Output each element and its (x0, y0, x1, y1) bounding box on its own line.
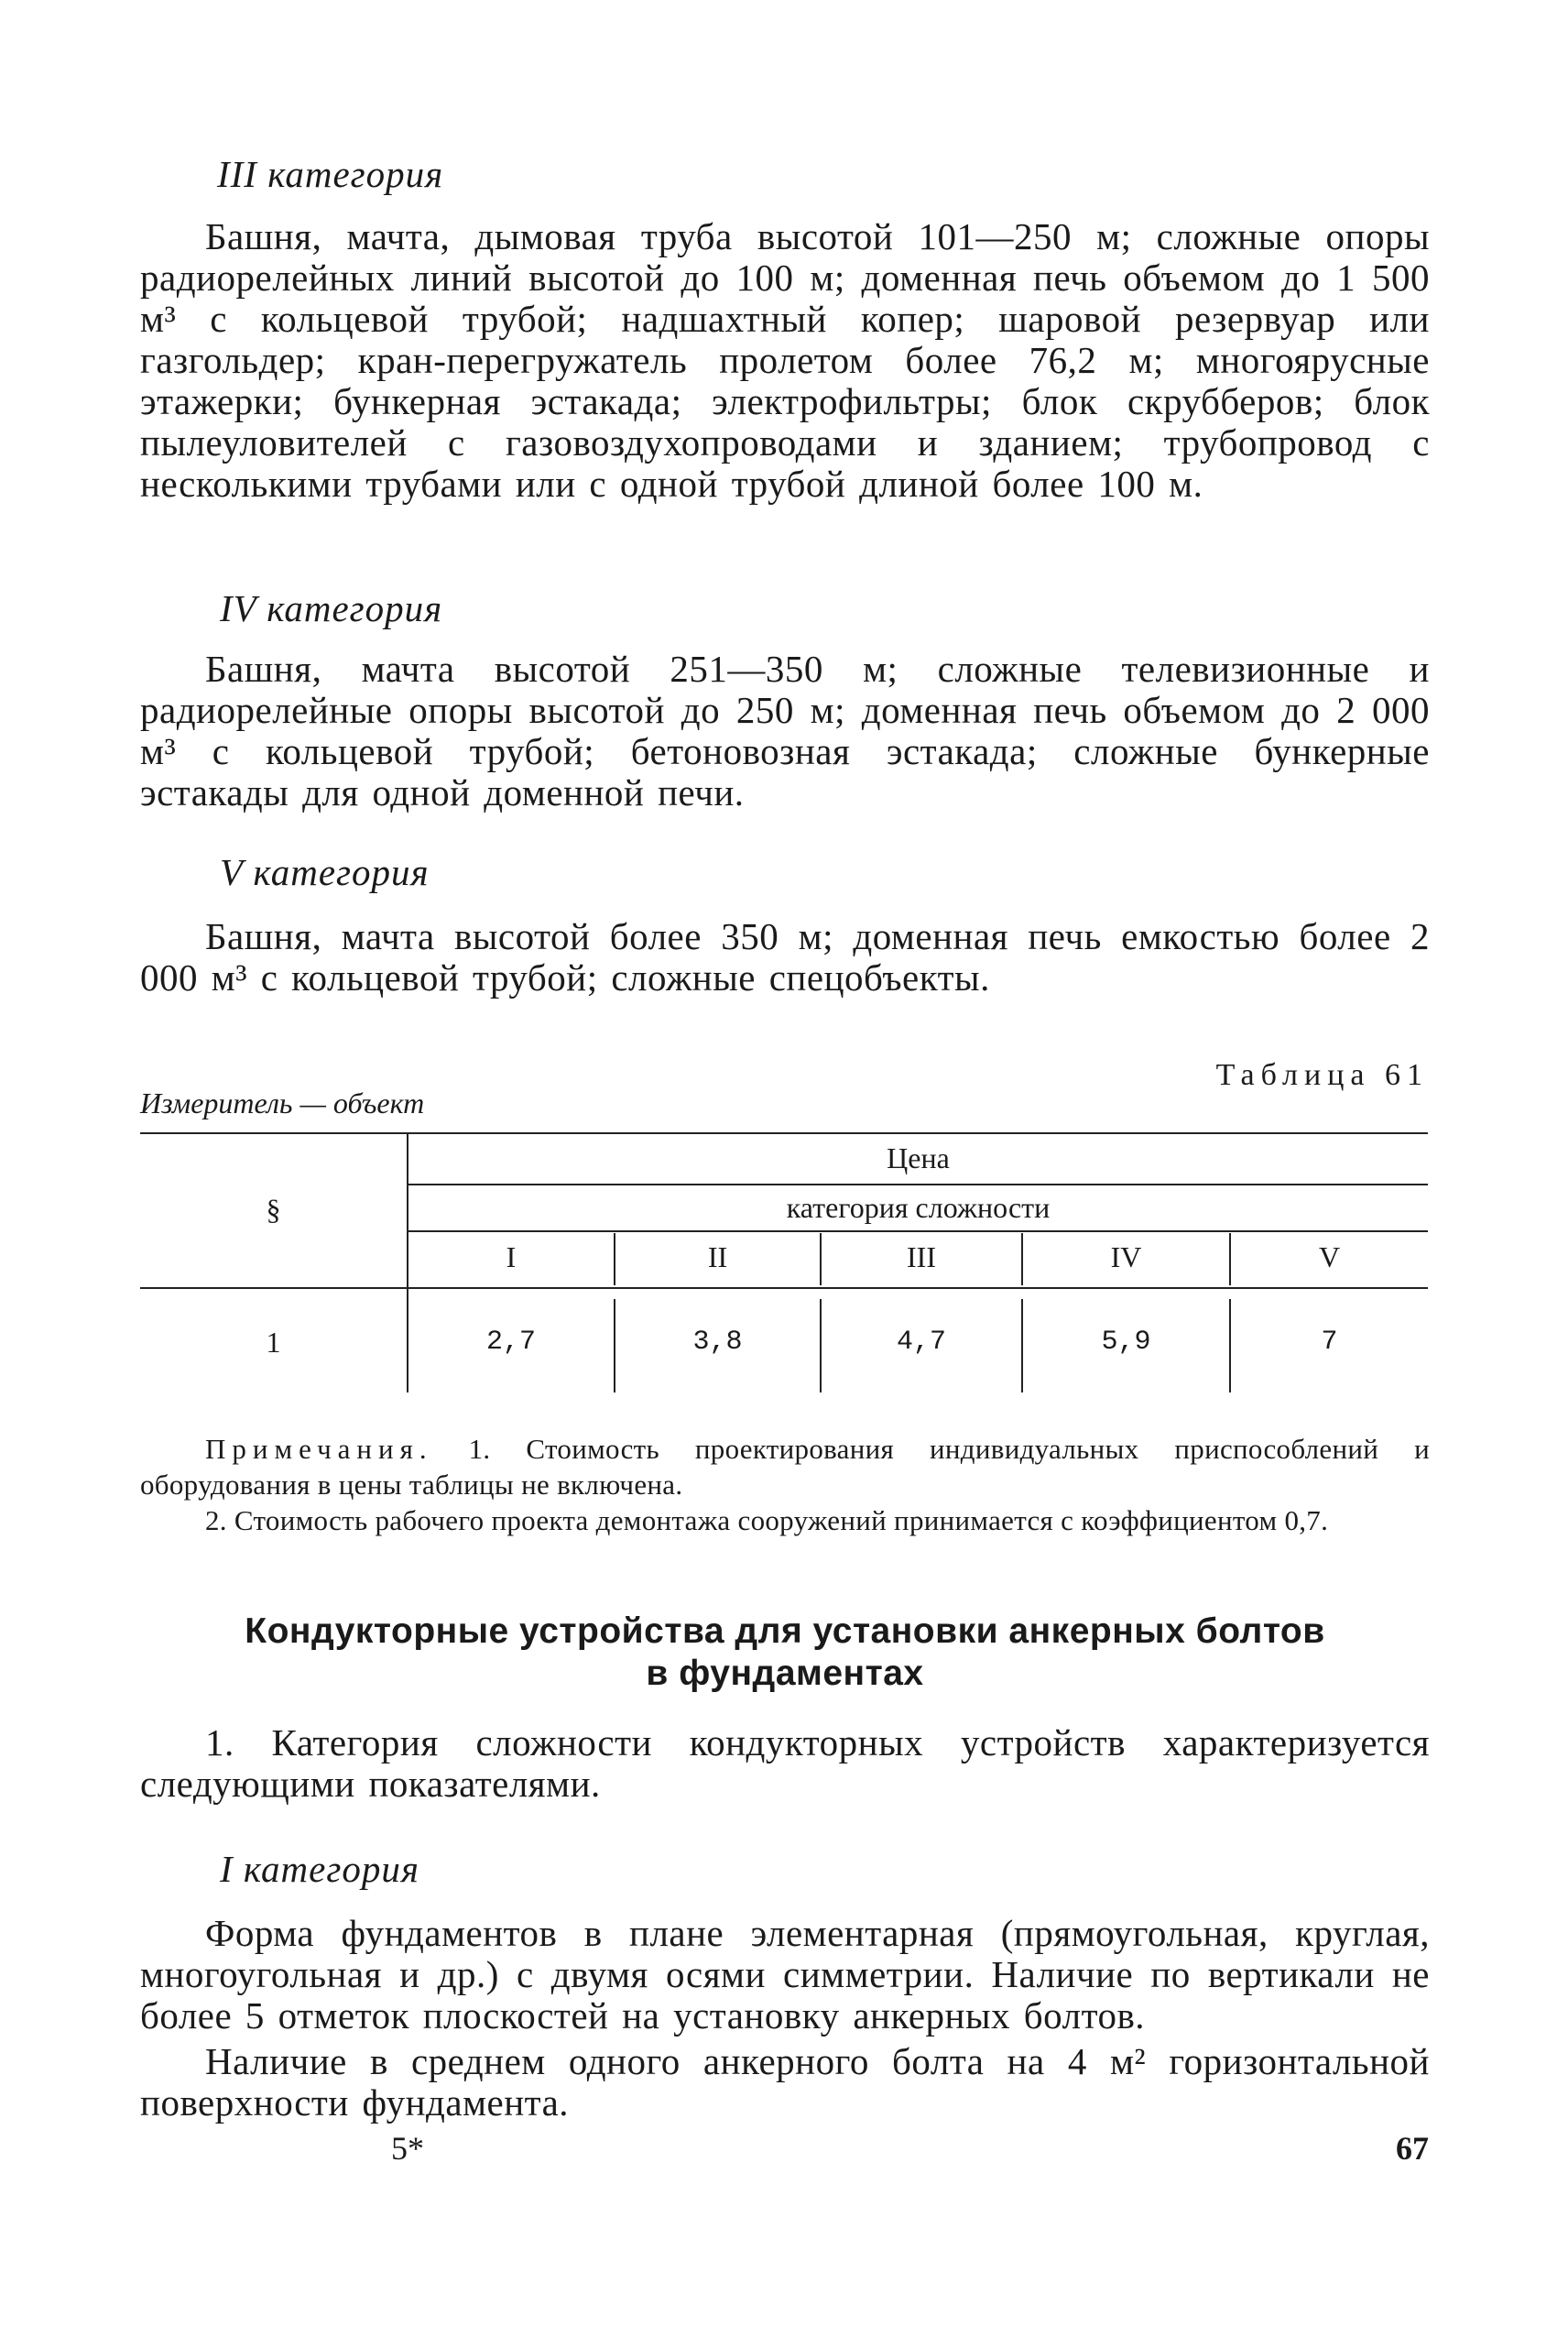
category-1-heading: I категория (220, 1848, 419, 1890)
table-header-cat-1: I (506, 1240, 517, 1273)
table-header-price: Цена (887, 1141, 950, 1174)
table-rule-header-bottom (140, 1287, 1428, 1289)
table-header-cat-3: III (907, 1240, 936, 1273)
category-4-text: Башня, мачта высотой 251—350 м; сложные телевизионные и радиорелейные опоры высотой до 250 м; доменная печь объемом до 2 000 м³ с кольцевой трубой; бетоновозная эстакада; сложные бункерные эстакады для одной доменной печи. (140, 648, 1430, 814)
category-4-heading: IV категория (220, 587, 443, 629)
table-header-cat-2: II (707, 1240, 728, 1273)
note-1 (140, 1431, 1430, 1502)
table-cell-cat-4: 5,9 (1101, 1327, 1151, 1358)
category-3-heading: III категория (217, 153, 444, 195)
page-number: 67 (1396, 2130, 1429, 2167)
table-header-cat-4: IV (1110, 1240, 1142, 1273)
table-top-rule (140, 1132, 1428, 1134)
table-cell-cat-5: 7 (1321, 1327, 1338, 1358)
table-header-category: категория сложности (786, 1191, 1051, 1224)
category-3-text: Башня, мачта, дымовая труба высотой 101—250 м; сложные опоры радиорелейных линий высотой до 100 м; доменная печь объемом до 1 500 м³ с кольцевой трубой; надшахтный копер; шаровой резервуар или газгольдер; кран-перегружатель пролетом более 76,2 м; многоярусные этажерки; бункерная эстакада; электрофильтры; блок скрубберов; блок пылеуловителей с газовоздухопроводами и зданием; трубопровод с несколькими трубами или с одной трубой длиной более 100 м. (140, 215, 1430, 505)
section-title-line-2: в фундаментах (646, 1654, 924, 1693)
category-1-text-2: Наличие в среднем одного анкерного болта на 4 м² горизонтальной поверхности фундамента. (140, 2040, 1430, 2124)
table-cell-cat-1: 2,7 (485, 1327, 536, 1358)
signature-mark: 5* (391, 2130, 424, 2167)
table-cell-cat-2: 3,8 (692, 1327, 743, 1358)
table-cell-cat-3: 4,7 (896, 1327, 946, 1358)
category-1-text-1: Форма фундаментов в плане элементарная (прямоугольная, круглая, многоугольная и др.) с двумя осями симметрии. Наличие по вертикали не более 5 отметок плоскостей на установку анкерных болтов. (140, 1912, 1430, 2037)
table-rule-category (408, 1230, 1428, 1232)
table-header-section: § (266, 1193, 281, 1226)
table-row-section: 1 (266, 1326, 281, 1359)
section-intro: 1. Категория сложности кондукторных устройств характеризуется следующими показателями. (140, 1721, 1430, 1805)
note-1-text: 1. Стоимость проектирования индивидуальных приспособлений и оборудования в цены таблицы не включена. (140, 1433, 1430, 1501)
table-meter: Измеритель — объект (140, 1087, 425, 1119)
table-rule-price (408, 1184, 1428, 1185)
category-5-text: Башня, мачта высотой более 350 м; доменная печь емкостью более 2 000 м³ с кольцевой трубой; сложные спецобъекты. (140, 915, 1430, 999)
notes-label: Примечания. (205, 1433, 433, 1465)
category-5-heading: V категория (220, 851, 430, 893)
section-title-line-1: Кондукторные устройства для установки анкерных болтов (245, 1611, 1325, 1651)
table-header-cat-5: V (1318, 1240, 1341, 1273)
note-2: 2. Стоимость рабочего проекта демонтажа сооружений принимается с коэффициентом 0,7. (205, 1504, 1329, 1536)
table-caption: Таблица 61 (1215, 1058, 1429, 1092)
